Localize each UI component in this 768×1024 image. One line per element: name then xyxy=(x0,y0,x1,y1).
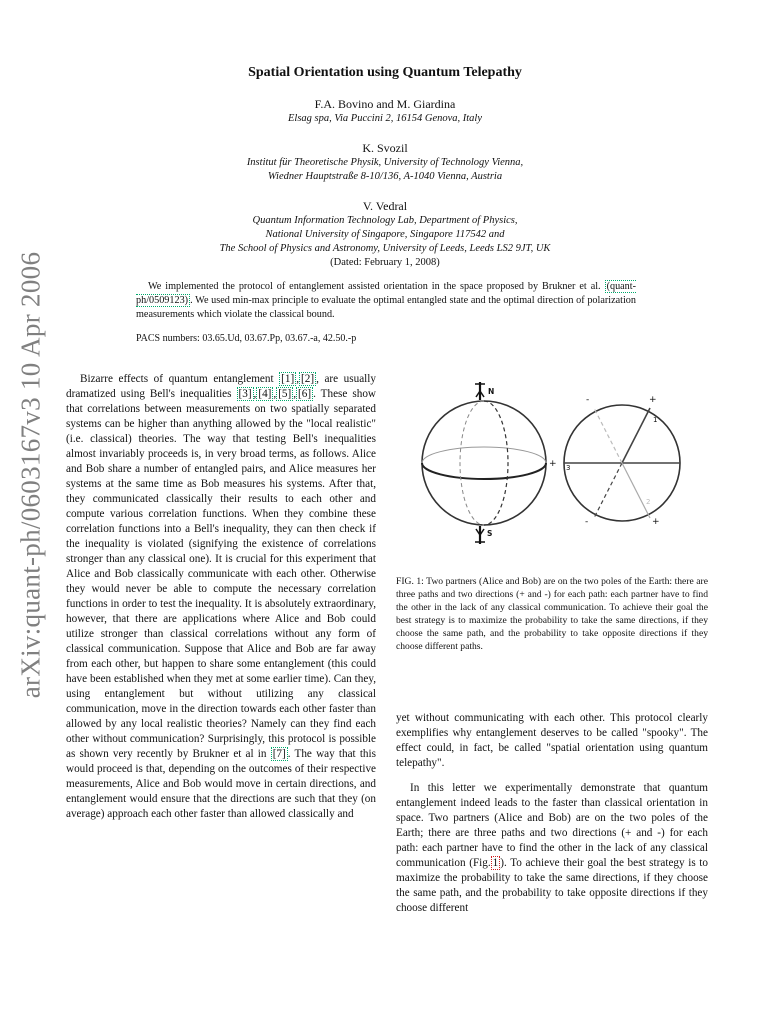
person-icon-north xyxy=(475,382,485,400)
date-line: (Dated: February 1, 2008) xyxy=(330,257,440,268)
meridian-front xyxy=(484,401,508,525)
sphere-outline xyxy=(422,401,546,525)
affiliation-2b: Wiedner Hauptstraße 8-10/136, A-1040 Vienna, Austria xyxy=(267,171,503,182)
path-2-dashed xyxy=(594,408,622,463)
body-text: ). To achieve their goal the best strategy is to maximize the probability to take the same directions, if they choose the same path, and the probability to take opposite directions if they choose different xyxy=(396,857,709,914)
figure-1 xyxy=(396,370,708,555)
path-2-solid xyxy=(622,463,650,518)
body-text: , xyxy=(273,388,277,400)
figure-1-caption: FIG. 1: Two partners (Alice and Bob) are on the two poles of the Earth: there are three paths and two directions (+ and -) for each path: each partner have to find the other in the lack of any classical communication. To achieve their goal the best strategy is to maximize the probability to take the same directions, if they choose the same path, and the probability to take opposite directions if they choose different paths. xyxy=(396,576,708,652)
abstract xyxy=(136,280,636,322)
abstract-arxiv-link[interactable]: (quant-ph/0509123) xyxy=(136,281,636,306)
south-label: S xyxy=(487,529,493,538)
minus-top-label: - xyxy=(586,395,590,405)
body-text: , are usually dramatized using Bell's inequalities xyxy=(66,373,376,400)
body-text: , xyxy=(296,373,300,385)
equator-back xyxy=(422,447,546,463)
arxiv-identifier-text: arXiv:quant-ph/0603167v3 10 Apr 2006 xyxy=(15,251,46,699)
author-block xyxy=(120,96,650,270)
citation-link[interactable]: [1] xyxy=(281,373,295,385)
affiliation-3a: Quantum Information Technology Lab, Department of Physics, xyxy=(252,215,518,226)
plus-bottom-label: + xyxy=(652,517,660,527)
body-text: , xyxy=(293,388,297,400)
minus-bottom-label: - xyxy=(585,517,589,527)
body-paragraph xyxy=(66,372,376,822)
plus-top-label: + xyxy=(649,395,657,405)
citation-link[interactable]: [4] xyxy=(258,388,272,400)
pacs-numbers: PACS numbers: 03.65.Ud, 03.67.Pp, 03.67.-a, 42.50.-p xyxy=(136,333,357,344)
abstract-text-2: . We used min-max principle to evaluate the optimal entangled state and the optimal direction of polarization measurements which violate the classical bound. xyxy=(136,295,636,320)
path-1-dashed xyxy=(594,463,622,518)
north-label: N xyxy=(488,387,495,396)
path-2-label: 2 xyxy=(646,498,651,506)
path-3-label: 3 xyxy=(566,464,571,472)
affiliation-3c: The School of Physics and Astronomy, University of Leeds, Leeds LS2 9JT, UK xyxy=(219,243,551,254)
body-text: In this letter we experimentally demonstrate that quantum entanglement indeed leads to the faster than classical orientation in space. Two partners (Alice and Bob) are on the two poles of the Earth; there are three paths and two directions (+ and -) for each path: each partner have to find the other in the lack of any classical communication (Fig. xyxy=(396,782,708,869)
right-column-body xyxy=(396,711,708,916)
meridian-back xyxy=(460,401,484,525)
person-icon-south xyxy=(475,526,485,544)
arxiv-identifier-stamp xyxy=(12,251,50,699)
paths-diagram xyxy=(549,395,680,527)
body-text: . These show that correlations between measurements on two spatially separated systems can be higher than anything allowed by the "local realistic" (i.e. classical) theories. The way that testing Bell's inequalities almost invariably proceeds is, in very broad terms, as follows. Alice and Bob share a number of entangled pairs, and Alice measures her systems at the same time as Bob measures his systems. After that, they communicated classically their results to each other and compute various correlation functions. When they combine these correlation functions into a Bell's inequality, they can then check if the inequality is violated (signifying the existence of correlations stronger than any classical one). It is crucial for this experiment that Alice and Bob classically communicate with each other. Otherwise they would never be able to compute the necessary correlation functions in order to test the inequality. It is absolutely extraordinary, however, that there are applications where Alice and Bob could utilize stronger than classical correlations without any form of classical communication. Suppose that Alice and Bob are far away from each other, but happen to share some entanglement (this could have been established when they met at some earlier time). Can they, using entanglement but without utilizing any classical communication, move in the direction towards each other faster than allowed by any local realistic theories? Namely can they find each other without communication? Surprisingly, this protocol is possible as shown very recently by Brukner et al in xyxy=(66,388,376,760)
paper-title: Spatial Orientation using Quantum Telepathy xyxy=(248,65,522,80)
affiliation-3b: National University of Singapore, Singapore 117542 and xyxy=(265,229,505,240)
citation-link[interactable]: [3] xyxy=(238,388,252,400)
author-names-2: K. Svozil xyxy=(362,141,408,155)
author-names-1: F.A. Bovino and M. Giardina xyxy=(314,97,456,111)
body-paragraph xyxy=(396,781,708,916)
left-column-body xyxy=(66,372,376,822)
body-text: . The way that this would proceed is that, depending on the outcomes of their respective measurements, Alice and Bob would move in certain directions, and entanglement would ensure that the directions are such that they (on average) approach each other faster than allowed classically and xyxy=(66,748,376,820)
path-1-solid xyxy=(622,408,650,463)
citation-link[interactable]: [2] xyxy=(301,373,315,385)
affiliation-1: Elsag spa, Via Puccini 2, 16154 Genova, Italy xyxy=(287,113,483,124)
citation-link[interactable]: [7] xyxy=(272,748,286,760)
affiliation-2a: Institut für Theoretische Physik, University of Technology Vienna, xyxy=(246,157,524,168)
figure-reference-link[interactable]: 1 xyxy=(492,857,499,869)
body-text: , xyxy=(253,388,257,400)
figure-1-diagram xyxy=(396,370,708,555)
earth-sphere xyxy=(422,382,546,544)
citation-link[interactable]: [6] xyxy=(298,388,312,400)
body-text: Bizarre effects of quantum entanglement xyxy=(80,373,280,385)
citation-link[interactable]: [5] xyxy=(278,388,292,400)
plus-left-label: + xyxy=(549,459,557,469)
equator-front xyxy=(422,463,546,479)
path-1-label: 1 xyxy=(653,416,658,424)
author-names-3: V. Vedral xyxy=(362,199,408,213)
body-paragraph: yet without communicating with each other. This protocol clearly exemplifies why entanglement deserves to be called "spooky". The effect could, in fact, be called "spatial orientation using quantum telepathy". xyxy=(396,712,708,769)
abstract-text-1: We implemented the protocol of entanglement assisted orientation in the space proposed by Brukner et al. xyxy=(148,281,605,292)
